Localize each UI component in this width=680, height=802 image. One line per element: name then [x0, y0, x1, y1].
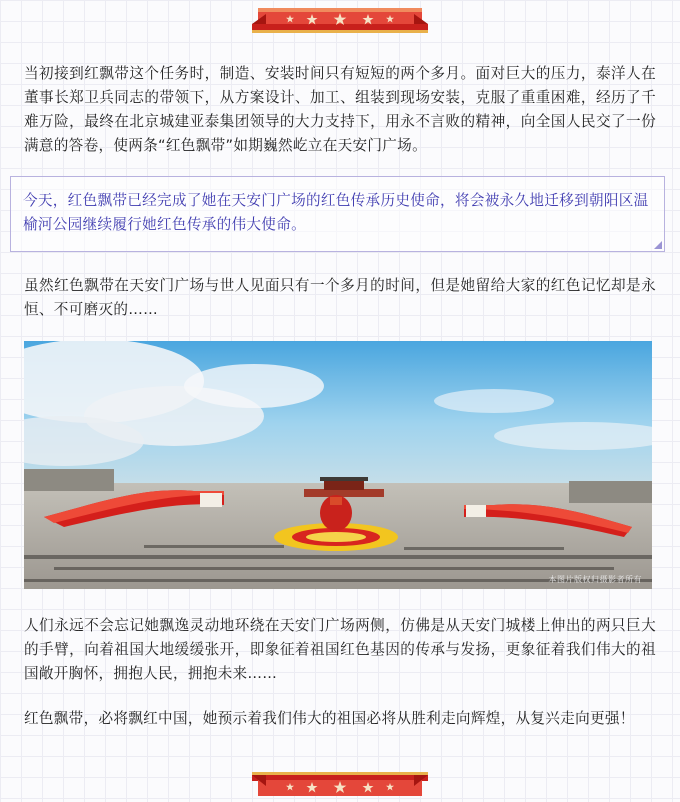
top-decorative-banner: [252, 4, 428, 34]
tiananmen-ribbon-photo: [24, 341, 652, 589]
intro-paragraph: 当初接到红飘带这个任务时，制造、安装时间只有短短的两个多月。面对巨大的压力，泰洋人在董事长郑卫兵同志的带领下，从方案设计、加工、组装到现场安装，克服了重重困难，经历了千难万险，最终在北京城建亚泰集团领导的大力支持下，用永不言败的精神，向全国人民交了一份满意的答卷，使两条“红色飘带”如期巍然屹立在天安门广场。: [24, 65, 656, 154]
closing-paragraph: 红色飘带，必将飘红中国，她预示着我们伟大的祖国必将从胜利走向辉煌，从复兴走向更强！: [24, 710, 635, 727]
memory-paragraph: 虽然红色飘带在天安门广场与世人见面只有一个多月的时间，但是她留给大家的红色记忆却是永恒、不可磨灭的……: [24, 277, 656, 318]
photo-caption: 本图片版权归摄影者所有: [548, 575, 642, 584]
resize-grip-icon: [654, 241, 662, 249]
quote-text: 今天，红色飘带已经完成了她在天安门广场的红色传承历史使命，将会被永久地迁移到朝阳区温榆河公园继续履行她红色传承的伟大使命。: [23, 192, 649, 233]
quote-box: [10, 176, 665, 252]
bottom-decorative-banner: [252, 768, 428, 798]
arms-paragraph: 人们永远不会忘记她飘逸灵动地环绕在天安门广场两侧，仿佛是从天安门城楼上伸出的两只巨大的手臂，向着祖国大地缓缓张开，即象征着祖国红色基因的传承与发扬，更象征着我们伟大的祖国敞开胸怀，拥抱人民，拥抱未来……: [24, 617, 656, 682]
